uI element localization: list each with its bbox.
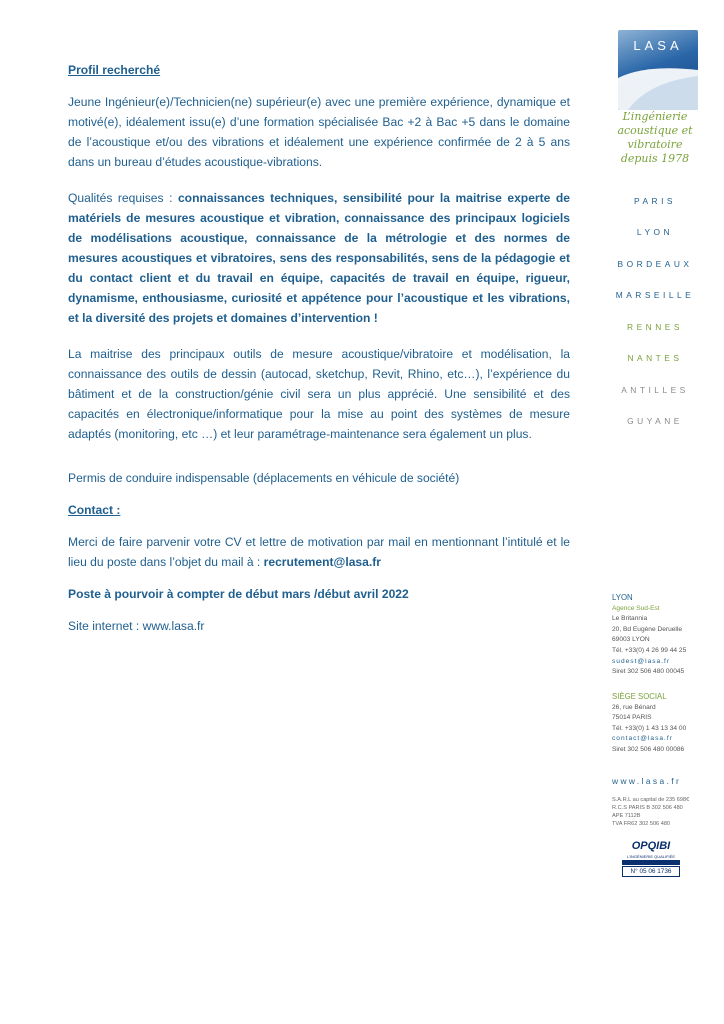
lyon-phone: Tél. +33(0) 4 26 99 44 25 [612,646,687,654]
city-nantes: NANTES [627,353,683,363]
siege-address [612,692,686,756]
siege-line-1: 26, rue Bénard [612,703,656,711]
lyon-email-link[interactable]: sudest@lasa.fr [612,657,671,665]
opqibi-number: N° 05 06 1736 [622,866,680,877]
main-content [68,60,570,636]
siege-line-2: 75014 PARIS [612,714,652,722]
contact-heading: Contact : [68,503,121,517]
lyon-line-2: 20, Bd Eugène Deruelle [612,625,683,633]
contact-paragraph [68,532,570,572]
legal-line-2: R.C.S PARIS B 302 506 480 [612,805,683,811]
lyon-siret: Siret 302 506 480 00045 [612,668,685,676]
tagline-line-3: depuis 1978 [620,152,690,165]
contact-text: Merci de faire parvenir votre CV et lettre de motivation par mail en mentionnant l’intitulé et le lieu du poste dans l’objet du mail à : [68,535,570,569]
legal-info [612,796,689,828]
permis-paragraph: Permis de conduire indispensable (déplacements en véhicule de société) [68,471,460,485]
lyon-address [612,593,686,678]
siege-phone: Tél. +33(0) 1 43 13 34 00 [612,724,687,732]
lyon-subtitle: Agence Sud-Est [612,604,660,612]
poste-paragraph: Poste à pourvoir à compter de début mars /début avril 2022 [68,587,409,601]
website-link[interactable]: www.lasa.fr [612,776,682,786]
maitrise-paragraph: La maitrise des principaux outils de mesure acoustique/vibratoire et modélisation, la connaissance des outils de dessin (autocad, sketchup, Revit, Rhino, etc…), l’expérience du bâtiment et de la construction/génie civil sera un plus apprécié. Une sensibilité et des capacités en électronique/informatique pour la mise au point des systèmes de mesure adaptés (monitoring, etc …) et leur paramétrage-maintenance sera également un plus. [68,347,570,441]
siege-title: SIÈGE SOCIAL [612,692,667,701]
city-bordeaux: BORDEAUX [617,259,693,269]
legal-line-4: TVA FR62 302 506 480 [612,821,671,827]
opqibi-name: OPQIBI [631,840,671,852]
lyon-line-1: Le Britannia [612,615,648,623]
opqibi-bar [622,860,680,865]
siege-email-link[interactable]: contact@lasa.fr [612,735,673,743]
lasa-logo [618,30,698,110]
siege-siret: Siret 302 506 480 00086 [612,745,685,753]
legal-line-1: S.A.R.L au capital de 235 698€ [612,797,690,803]
qualites-paragraph [68,188,570,328]
city-rennes: RENNES [627,322,683,332]
city-paris: PARIS [633,196,676,206]
lyon-line-3: 69003 LYON [612,636,650,644]
profil-heading: Profil recherché [68,63,161,77]
qualites-label: Qualités requises : [68,191,178,205]
legal-line-3: APE 7112B [612,813,641,819]
city-antilles: ANTILLES [621,385,689,395]
city-lyon: LYON [636,227,674,237]
site-paragraph: Site internet : www.lasa.fr [68,619,205,633]
opqibi-badge [622,838,680,876]
city-marseille: MARSEILLE [615,290,695,300]
city-guyane: GUYANE [627,416,683,426]
logo-text: LASA [633,38,683,53]
profil-paragraph: Jeune Ingénieur(e)/Technicien(ne) supérieur(e) avec une première expérience, dynamique et motivé(e), idéalement issu(e) d’une formation spécialisée Bac +2 à Bac +5 dans le domaine de l’acoustique et/ou des vibrations et idéalement une expérience confirmée de 2 à 5 ans dans un bureau d’études acoustique-vibrations. [68,95,570,169]
lyon-title: LYON [612,593,633,602]
qualites-list: connaissances techniques, sensibilité pour la maitrise experte de matériels de mesures acoustique et vibration, connaissance des principaux logiciels de modélisations acoustique, connaissance de la métrologie et des normes de mesures acoustiques et vibratoires, sens des responsabilités, sens de la pédagogie et du contact client et du travail en équipe, capacités de travail en équipe, rigueur, dynamisme, enthousiasme, curiosité et appétence pour l’acoustique et les vibrations, et la diversité des projets et domaines d’intervention ! [68,191,570,325]
opqibi-subtitle: L’INGÉNIERIE QUALIFIÉE [626,854,675,859]
contact-email-link[interactable]: recrutement@lasa.fr [263,555,381,569]
tagline [590,110,720,166]
tagline-line-1: L’ingénierie [622,110,688,123]
tagline-line-2: acoustique et vibratoire [617,124,693,151]
